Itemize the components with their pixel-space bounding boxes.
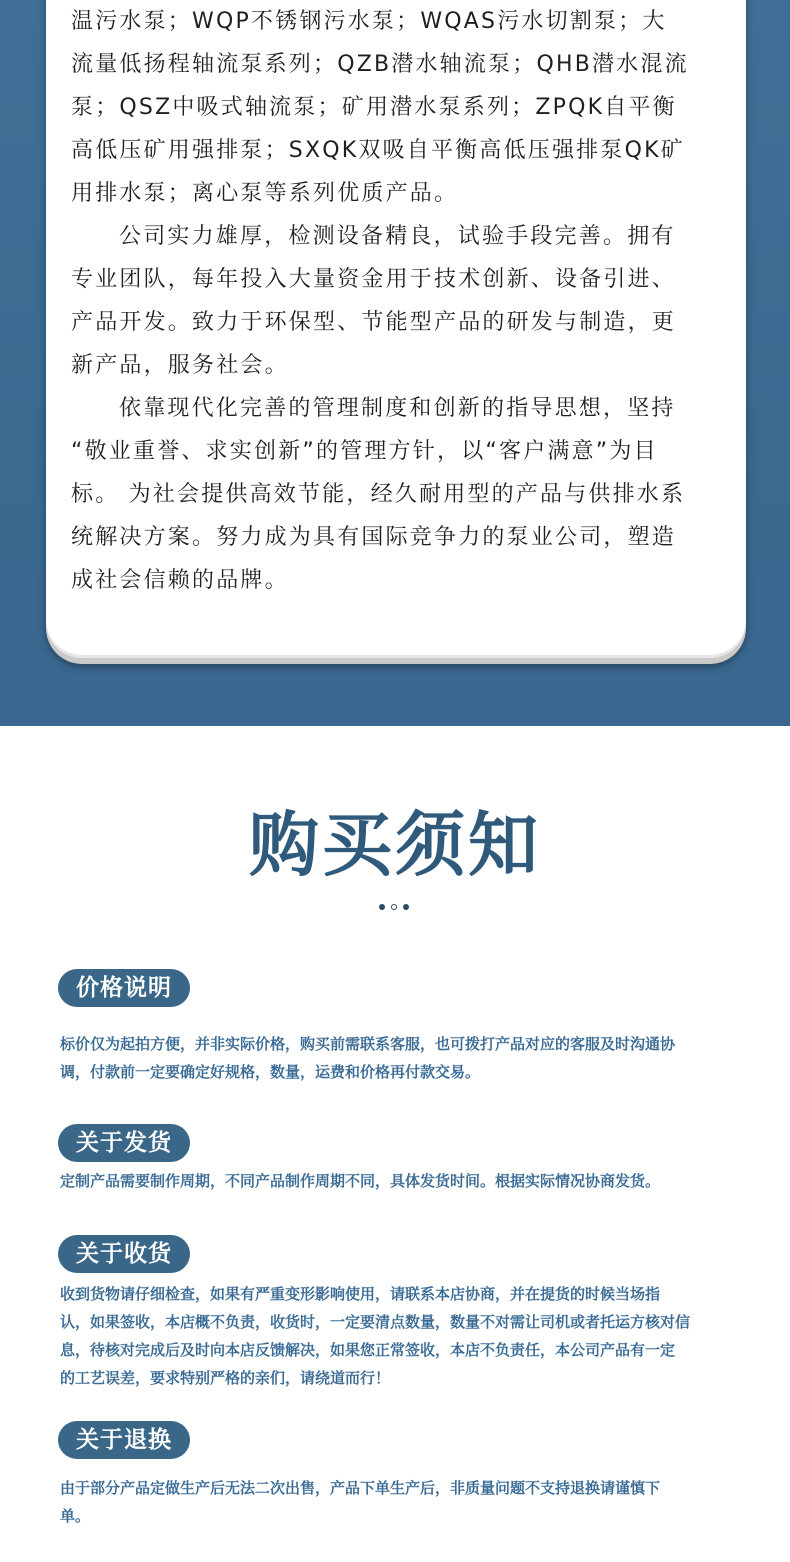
intro-line: 温污水泵；WQP不锈钢污水泵；WQAS污水切割泵；大 xyxy=(71,9,667,34)
intro-line: 成社会信赖的品牌。 xyxy=(71,568,289,593)
title-divider-dots xyxy=(378,904,412,912)
intro-line: 流量低扬程轴流泵系列；QZB潜水轴流泵；QHB潜水混流 xyxy=(71,52,689,77)
text-line: 的工艺误差，要求特别严格的亲们，请绕道而行！ xyxy=(60,1369,391,1387)
section-text-returns xyxy=(60,1474,744,1530)
text-line: 由于部分产品定做生产后无法二次出售，产品下单生产后，非质量问题不支持退换请谨慎下 xyxy=(60,1479,661,1497)
text-line: 息，待核对完成后及时向本店反馈解决，如果您正常签收，本店不负责任，本公司产品有一定 xyxy=(60,1341,676,1359)
intro-line: 产品开发。致力于环保型、节能型产品的研发与制造，更 xyxy=(71,310,677,335)
intro-line: 新产品，服务社会。 xyxy=(71,353,289,378)
section-badge-shipping: 关于发货 xyxy=(58,1124,190,1162)
text-line: 调，付款前一定要确定好规格，数量，运费和价格再付款交易。 xyxy=(60,1063,481,1081)
intro-line: 泵；QSZ中吸式轴流泵；矿用潜水泵系列；ZPQK自平衡 xyxy=(71,95,677,120)
text-line: 单。 xyxy=(60,1507,91,1525)
section-text-shipping xyxy=(60,1167,744,1195)
text-line: 收到货物请仔细检查，如果有严重变形影响使用，请联系本店协商，并在提货的时候当场指 xyxy=(60,1285,661,1303)
intro-line: 专业团队，每年投入大量资金用于技术创新、设备引进、 xyxy=(71,267,677,292)
dot-icon xyxy=(379,904,385,910)
purchase-notice-title: 购买须知 xyxy=(249,804,541,886)
section-text-receiving xyxy=(60,1280,744,1392)
section-badge-receiving: 关于收货 xyxy=(58,1235,190,1273)
intro-line: 标。 为社会提供高效节能，经久耐用型的产品与供排水系 xyxy=(71,482,686,507)
intro-line: “敬业重誉、求实创新”的管理方针，以“客户满意”为目 xyxy=(71,439,658,464)
intro-line: 用排水泵；离心泵等系列优质产品。 xyxy=(71,181,459,206)
intro-line: 高低压矿用强排泵；SXQK双吸自平衡高低压强排泵QK矿 xyxy=(71,138,685,163)
section-badge-returns: 关于退换 xyxy=(58,1421,190,1459)
intro-line: 统解决方案。努力成为具有国际竞争力的泵业公司，塑造 xyxy=(71,525,677,550)
ring-dot-icon xyxy=(391,904,397,910)
dot-icon xyxy=(403,904,409,910)
text-line: 标价仅为起拍方便，并非实际价格，购买前需联系客服，也可拨打产品对应的客服及时沟通协 xyxy=(60,1035,676,1053)
intro-line: 公司实力雄厚，检测设备精良，试验手段完善。拥有 xyxy=(119,224,676,249)
section-badge-price: 价格说明 xyxy=(58,969,190,1007)
section-text-price xyxy=(60,1030,744,1086)
intro-line: 依靠现代化完善的管理制度和创新的指导思想，坚持 xyxy=(119,396,676,421)
intro-text xyxy=(71,0,721,602)
text-line: 定制产品需要制作周期，不同产品制作周期不同，具体发货时间。根据实际情况协商发货。 xyxy=(60,1172,661,1190)
text-line: 认，如果签收，本店概不负责，收货时，一定要清点数量，数量不对需让司机或者托运方核对信 xyxy=(60,1313,691,1331)
